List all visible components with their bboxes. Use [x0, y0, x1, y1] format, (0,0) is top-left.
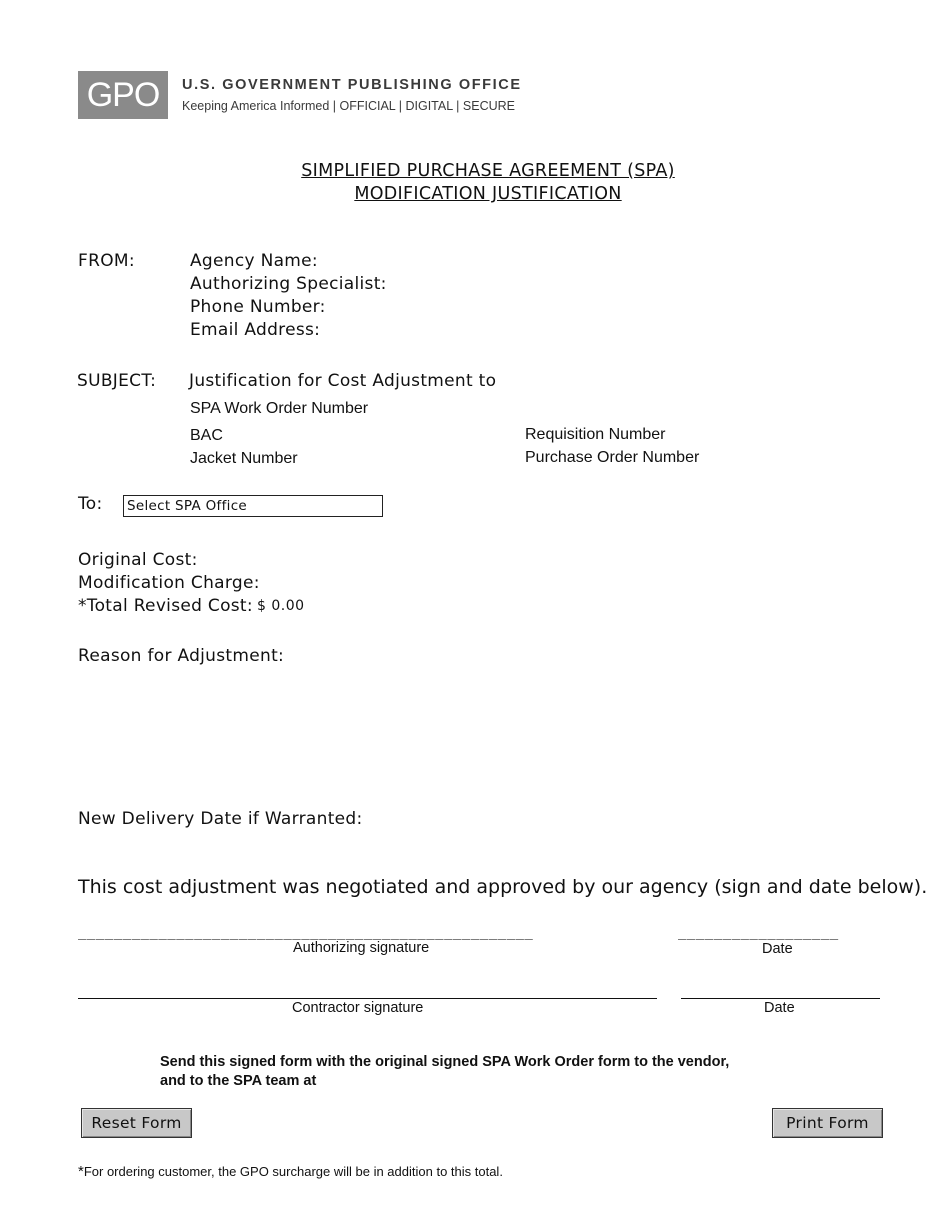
email-address-field[interactable]: Email Address: [190, 320, 321, 340]
agency-name-field[interactable]: Agency Name: [190, 251, 318, 271]
phone-number-field[interactable]: Phone Number: [190, 297, 326, 317]
surcharge-footnote [78, 1163, 503, 1180]
new-delivery-date-field[interactable]: New Delivery Date if Warranted: [78, 809, 363, 829]
instructions-line2: and to the SPA team at [160, 1073, 317, 1089]
contractor-signature-line [78, 998, 657, 999]
subject-line: Justification for Cost Adjustment to [189, 371, 497, 391]
approval-statement: This cost adjustment was negotiated and approved by our agency (sign and date below). [78, 876, 928, 898]
to-label: To: [78, 494, 103, 514]
bac-field[interactable]: BAC [190, 427, 223, 444]
date-line-1: __________________ [678, 924, 839, 940]
subject-label: SUBJECT: [77, 371, 157, 391]
footnote-marker: * [78, 1163, 84, 1180]
from-label: FROM: [78, 251, 135, 271]
reset-form-button[interactable]: Reset Form [81, 1108, 192, 1138]
date-caption-1: Date [762, 941, 793, 957]
form-title-line1: SIMPLIFIED PURCHASE AGREEMENT (SPA) [301, 161, 675, 181]
instructions-line1: Send this signed form with the original signed SPA Work Order form to the vendor, [160, 1054, 730, 1070]
print-form-button[interactable]: Print Form [772, 1108, 883, 1138]
footnote-text: For ordering customer, the GPO surcharge will be in addition to this total. [83, 1164, 503, 1179]
modification-charge-field[interactable]: Modification Charge: [78, 573, 260, 593]
total-revised-cost-label: *Total Revised Cost: [78, 596, 253, 616]
authorizing-specialist-field[interactable]: Authorizing Specialist: [190, 274, 387, 294]
reason-for-adjustment-field[interactable]: Reason for Adjustment: [78, 646, 285, 666]
work-order-number-field[interactable]: SPA Work Order Number [190, 400, 369, 417]
original-cost-field[interactable]: Original Cost: [78, 550, 198, 570]
submission-instructions [160, 1053, 729, 1091]
authorizing-signature-caption: Authorizing signature [293, 940, 430, 956]
date-caption-2: Date [764, 1000, 795, 1016]
requisition-number-field[interactable]: Requisition Number [525, 426, 666, 443]
form-title-line2: MODIFICATION JUSTIFICATION [354, 184, 622, 204]
gpo-logo [78, 71, 168, 119]
agency-tagline: Keeping America Informed | OFFICIAL | DIGITAL | SECURE [182, 99, 515, 113]
date-line-2 [681, 998, 880, 999]
spa-office-select[interactable]: Select SPA Office [123, 495, 383, 517]
authorizing-signature-line: ___________________________________________________ [78, 924, 534, 940]
agency-name: U.S. GOVERNMENT PUBLISHING OFFICE [182, 77, 522, 93]
logo-text: GPO [86, 75, 160, 114]
total-revised-cost-value: $ 0.00 [257, 598, 305, 614]
purchase-order-number-field[interactable]: Purchase Order Number [525, 449, 700, 466]
jacket-number-field[interactable]: Jacket Number [190, 450, 298, 467]
contractor-signature-caption: Contractor signature [292, 1000, 424, 1016]
